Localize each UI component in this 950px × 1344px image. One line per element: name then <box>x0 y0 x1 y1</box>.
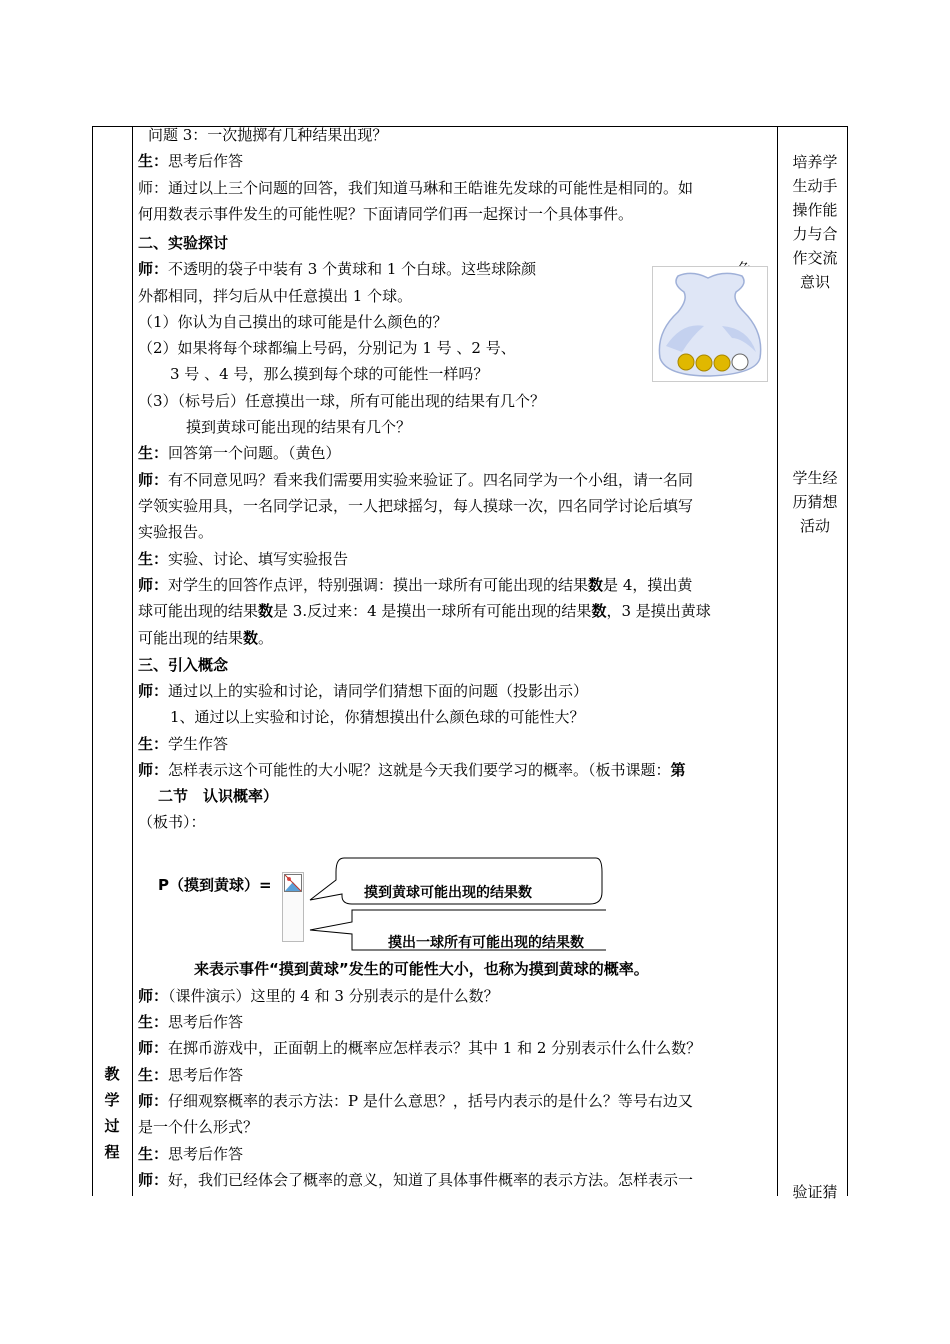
note-cell <box>782 150 848 294</box>
role-label: 生： <box>138 1066 169 1084</box>
text-line: 外都相同，拌匀后从中任意摸出 1 个球。 <box>138 287 413 305</box>
text-line <box>138 678 588 704</box>
line-text: 球可能出现的结果 <box>138 602 259 620</box>
text-line <box>138 440 341 466</box>
text-line <box>138 598 711 624</box>
line-text: 回答第一个问题。（黄色） <box>168 444 341 462</box>
line-text: 对学生的回答作点评，特别强调：摸出一球所有可能出现的结果 <box>168 576 589 594</box>
role-label: 师： <box>138 761 169 779</box>
line-text: 仔细观察概率的表示方法：P 是什么意思？，括号内表示的是什么？等号右边又 <box>168 1092 693 1110</box>
line-text: 思考后作答 <box>168 1013 244 1031</box>
text-line: （2）如果将每个球都编上号码，分别记为 1 号 、2 号、 <box>138 339 516 357</box>
role-label: 生： <box>138 444 169 462</box>
line-text: 思考后作答 <box>168 1145 244 1163</box>
role-label: 生： <box>138 550 169 568</box>
side-label-column <box>92 126 132 1196</box>
role-label: 师： <box>138 471 169 489</box>
text-line <box>138 1009 243 1035</box>
formula-denominator: 摸出一球所有可能出现的结果数 <box>388 935 584 951</box>
text-line <box>138 757 686 783</box>
text-line <box>138 1088 693 1114</box>
text-line: 问题 3：一次抛掷有几种结果出现？ <box>148 126 388 144</box>
text-line <box>138 1035 701 1061</box>
text-line <box>138 625 273 651</box>
line-text: 怎样表示这个可能性的大小呢？这就是今天我们要学习的概率。（板书课题： <box>168 761 671 779</box>
formula-lhs: P（摸到黄球）= <box>158 876 272 894</box>
white-ball <box>732 354 748 370</box>
text-line: 师：通过以上三个问题的回答，我们知道马琳和王皓谁先发球的可能性是相同的。如 <box>138 179 694 197</box>
line-text: 学生作答 <box>168 735 229 753</box>
line-text: 实验、讨论、填写实验报告 <box>168 550 349 568</box>
yellow-ball <box>678 354 694 370</box>
text-line: 何用数表示事件发生的可能性呢？下面请同学们再一起探讨一个具体事件。 <box>138 205 634 223</box>
emphasis-text: 数 <box>588 576 604 594</box>
line-text: 不透明的袋子中装有 3 个黄球和 1 个白球。这些球除颜 <box>168 260 537 278</box>
text-line <box>138 572 692 598</box>
line-text: 可能出现的结果 <box>138 629 244 647</box>
note-line: 意识 <box>799 273 830 291</box>
role-label: 师： <box>138 1092 169 1110</box>
note-line: 作交流 <box>792 249 838 267</box>
text-line <box>138 1062 243 1088</box>
text-line <box>138 731 228 757</box>
text-line <box>138 1167 693 1193</box>
text-line <box>138 546 348 572</box>
section-heading: 二、实验探讨 <box>138 234 229 252</box>
emphasis-text: 数 <box>591 602 607 620</box>
note-cell <box>782 466 848 538</box>
text-line <box>138 148 243 174</box>
line-text: 思考后作答 <box>168 152 244 170</box>
line-text: （课件演示）这里的 4 和 3 分别表示的是什么数？ <box>168 987 499 1005</box>
side-label-char: 教 <box>104 1065 120 1083</box>
role-label: 生： <box>138 1013 169 1031</box>
note-line: 培养学 <box>792 153 838 171</box>
table-divider-side <box>132 126 133 1196</box>
note-line: 学生经 <box>792 469 838 487</box>
emphasis-text: 第 <box>670 761 686 779</box>
note-line: 力与合 <box>792 225 838 243</box>
line-text: 有不同意见吗？看来我们需要用实验来验证了。四名同学为一个小组，请一名同 <box>168 471 694 489</box>
emphasis-text: 数 <box>258 602 274 620</box>
text-line: 摸到黄球可能出现的结果有几个？ <box>186 418 412 436</box>
yellow-ball <box>696 355 712 371</box>
text-line: 3 号 、4 号，那么摸到每个球的可能性一样吗？ <box>170 365 489 383</box>
side-label-char: 学 <box>104 1091 120 1109</box>
note-line: 操作能 <box>792 201 838 219</box>
text-line: （板书）： <box>138 813 206 831</box>
role-label: 生： <box>138 152 169 170</box>
broken-image-icon <box>284 874 302 892</box>
ball-bag-illustration <box>652 266 768 382</box>
text-line: （1）你认为自己摸出的球可能是什么颜色的？ <box>138 313 448 331</box>
text-line: 实验报告。 <box>138 523 214 541</box>
line-text: 。 <box>258 629 274 647</box>
formula-image-placeholder <box>282 872 304 942</box>
text-line <box>138 256 536 282</box>
table-divider-notes <box>777 126 778 1196</box>
role-label: 师： <box>138 1171 169 1189</box>
text-line: 学领实验用具，一名同学记录，一人把球摇匀，每人摸球一次，四名同学讨论后填写 <box>138 497 694 515</box>
text-line <box>138 467 693 493</box>
line-text: 在掷币游戏中，正面朝上的概率应怎样表示？其中 1 和 2 分别表示什么什么数？ <box>168 1039 702 1057</box>
lesson-table <box>92 126 848 1201</box>
text-line <box>138 1141 243 1167</box>
role-label: 师： <box>138 987 169 1005</box>
line-text: 是 4，摸出黄 <box>603 576 693 594</box>
yellow-ball <box>714 355 730 371</box>
line-text: 好，我们已经体会了概率的意义，知道了具体事件概率的表示方法。怎样表示一 <box>168 1171 694 1189</box>
formula-numerator: 摸到黄球可能出现的结果数 <box>364 885 532 901</box>
emphasis-text: 数 <box>243 629 259 647</box>
role-label: 生： <box>138 1145 169 1163</box>
line-text: 通过以上的实验和讨论，请同学们猜想下面的问题（投影出示） <box>168 682 589 700</box>
role-label: 师： <box>138 260 169 278</box>
role-label: 师： <box>138 682 169 700</box>
note-line: 验证猜 <box>792 1183 838 1201</box>
note-cell <box>782 1180 848 1204</box>
lesson-title-line: 二节 认识概率） <box>158 787 279 805</box>
role-label: 师： <box>138 1039 169 1057</box>
note-line: 活动 <box>799 517 830 535</box>
text-line: 1、通过以上实验和讨论，你猜想摸出什么颜色球的可能性大？ <box>170 708 585 726</box>
formula-explanation: 来表示事件“摸到黄球”发生的可能性大小，也称为摸到黄球的概率。 <box>194 960 649 978</box>
side-label-char: 过 <box>104 1117 120 1135</box>
section-heading: 三、引入概念 <box>138 656 229 674</box>
role-label: 师： <box>138 576 169 594</box>
role-label: 生： <box>138 735 169 753</box>
line-text: ，3 是摸出黄球 <box>606 602 711 620</box>
text-line <box>138 983 499 1009</box>
side-label-char: 程 <box>104 1143 120 1161</box>
line-text: 是 3.反过来：4 是摸出一球所有可能出现的结果 <box>273 602 592 620</box>
note-line: 历猜想 <box>792 493 838 511</box>
line-text: 思考后作答 <box>168 1066 244 1084</box>
text-line: （3）（标号后）任意摸出一球，所有可能出现的结果有几个？ <box>138 392 546 410</box>
note-line: 生动手 <box>792 177 838 195</box>
text-line: 是一个什么形式？ <box>138 1118 259 1136</box>
